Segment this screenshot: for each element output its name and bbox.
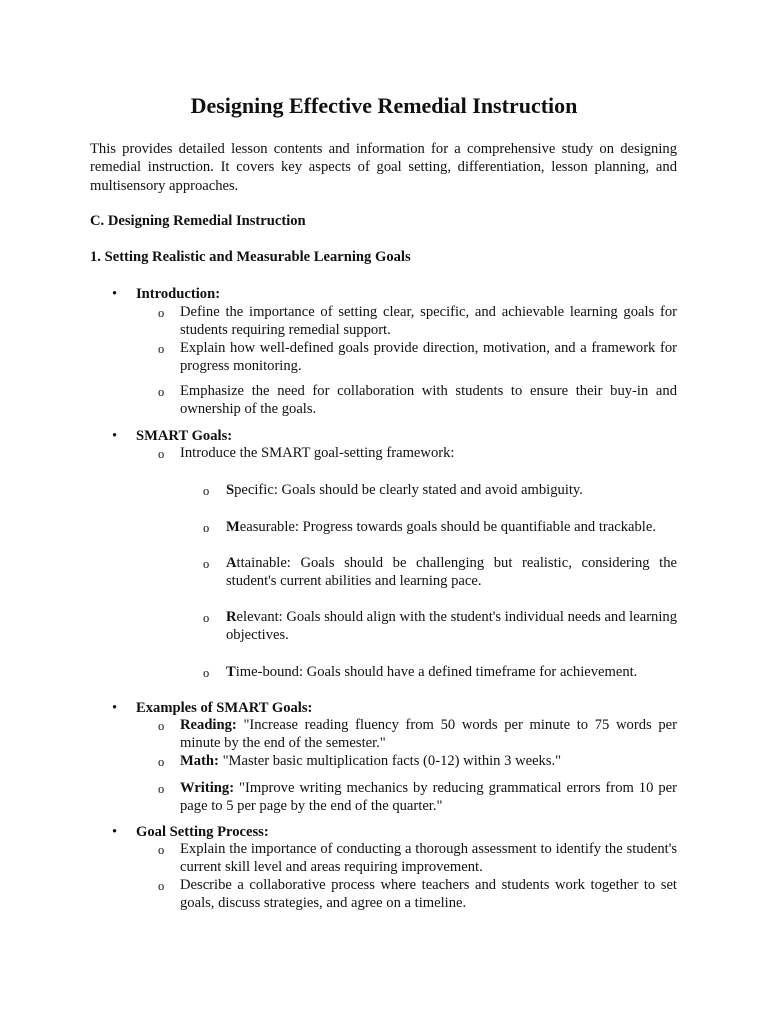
smart-criterion [226, 554, 677, 591]
example-text: "Improve writing mechanics by reducing grammatical errors from 10 per page to 5 per page by the end of the quarter." [180, 780, 677, 815]
sub-marker: o [158, 755, 165, 769]
example-item [180, 779, 677, 816]
sub-marker: o [158, 719, 165, 733]
example-item [180, 716, 677, 753]
example-text: "Master basic multiplication facts (0-12) within 3 weeks." [218, 753, 562, 769]
criterion-letter: T [226, 664, 236, 680]
bullet-label: SMART Goals: [136, 428, 233, 444]
criterion-text: elevant: Goals should align with the student's individual needs and learning objectives. [226, 609, 677, 644]
smart-criterion [226, 608, 677, 645]
sub-marker: o [158, 306, 165, 320]
criterion-letter: S [226, 482, 235, 498]
bullet-marker: • [112, 824, 118, 840]
example-subject: Math: [180, 753, 219, 769]
criterion-text: easurable: Progress towards goals should be quantifiable and trackable. [239, 519, 656, 535]
example-subject: Reading: [180, 717, 237, 733]
smart-criterion [226, 481, 677, 499]
section-heading: C. Designing Remedial Instruction [90, 213, 306, 229]
sub-marker: o [203, 557, 210, 571]
bullet-marker: • [112, 428, 118, 444]
criterion-text: ime-bound: Goals should have a defined timeframe for achievement. [235, 664, 638, 680]
criterion-letter: R [226, 609, 237, 625]
bullet-label: Introduction: [136, 286, 221, 302]
list-item: Introduce the SMART goal-setting framework: [180, 445, 455, 461]
sub-marker: o [203, 611, 210, 625]
sub-marker: o [158, 879, 165, 893]
criterion-letter: A [226, 555, 237, 571]
sub-marker: o [158, 447, 165, 461]
sub-marker: o [203, 521, 210, 535]
list-item: Emphasize the need for collaboration with students to ensure their buy-in and ownership of the goals. [180, 383, 677, 418]
example-text: "Increase reading fluency from 50 words per minute to 75 words per minute by the end of the semester." [180, 717, 677, 752]
intro-paragraph: This provides detailed lesson contents and information for a comprehensive study on designing remedial instruction. It covers key aspects of goal setting, differentiation, lesson planning, and multisensory approaches. [90, 141, 677, 194]
example-subject: Writing: [180, 780, 235, 796]
list-item: Describe a collaborative process where teachers and students work together to set goals, discuss strategies, and agree on a timeline. [180, 877, 677, 912]
bullet-label: Goal Setting Process: [136, 824, 269, 840]
sub-marker: o [158, 843, 165, 857]
smart-criterion [226, 663, 677, 681]
bullet-label: Examples of SMART Goals: [136, 700, 313, 716]
document-title: Designing Effective Remedial Instruction [190, 93, 578, 118]
list-item: Explain the importance of conducting a thorough assessment to identify the student's current skill level and areas requiring improvement. [180, 841, 677, 876]
sub-marker: o [203, 666, 210, 680]
bullet-marker: • [112, 700, 118, 716]
example-item [180, 752, 677, 770]
sub-marker: o [158, 782, 165, 796]
bullet-marker: • [112, 286, 118, 302]
criterion-letter: M [226, 519, 240, 535]
sub-marker: o [158, 342, 165, 356]
criterion-text: pecific: Goals should be clearly stated and avoid ambiguity. [234, 482, 583, 498]
subsection-heading: 1. Setting Realistic and Measurable Learning Goals [90, 249, 411, 265]
sub-marker: o [203, 484, 210, 498]
list-item: Define the importance of setting clear, specific, and achievable learning goals for students requiring remedial support. [180, 304, 677, 339]
list-item: Explain how well-defined goals provide direction, motivation, and a framework for progress monitoring. [180, 340, 677, 375]
sub-marker: o [158, 385, 165, 399]
smart-criterion [226, 518, 677, 536]
criterion-text: ttainable: Goals should be challenging but realistic, considering the student's current abilities and learning pace. [226, 555, 677, 590]
